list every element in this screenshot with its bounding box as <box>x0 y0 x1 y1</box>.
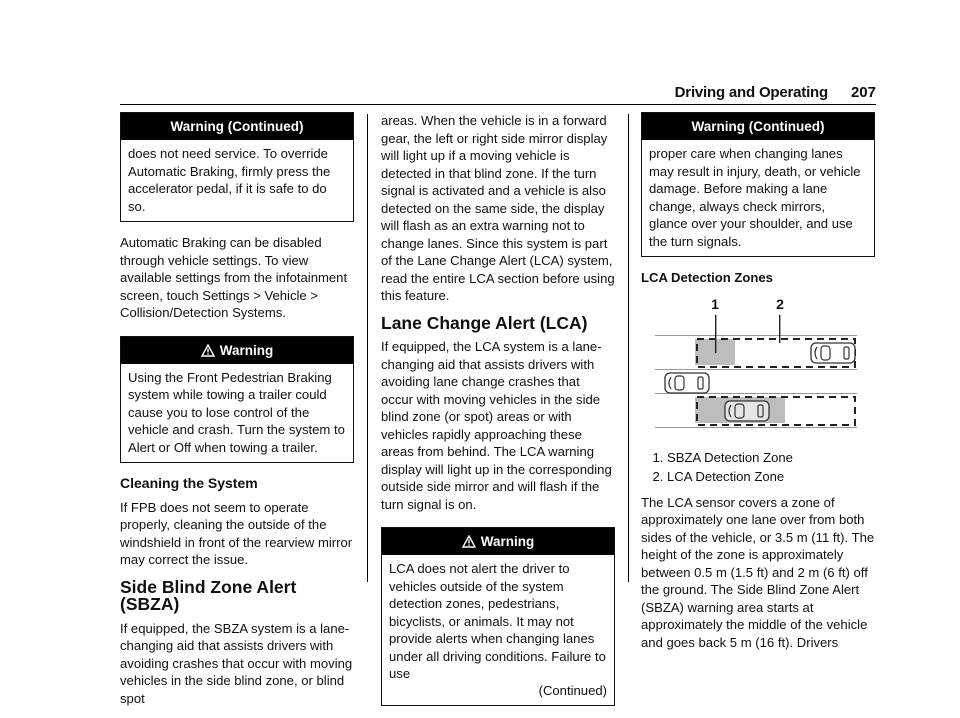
diagram-legend <box>641 449 875 486</box>
section-heading: Side Blind Zone Alert (SBZA) <box>120 576 297 614</box>
warning-box-text: does not need service. To override Automatic Braking, firmly press the accelerator pedal, if it is safe to do so. <box>128 146 331 214</box>
column-2 <box>381 112 615 718</box>
warning-box-title: Warning <box>480 534 535 549</box>
column-divider <box>367 114 368 582</box>
warning-triangle-icon <box>201 344 215 357</box>
lca-zones-illustration <box>641 293 875 443</box>
diagram-label-1: 1 <box>711 295 719 312</box>
page-number: 207 <box>850 84 876 101</box>
warning-box-body <box>382 555 614 705</box>
car-icon <box>665 373 709 393</box>
warning-box-continued <box>641 112 875 257</box>
paragraph: If equipped, the SBZA system is a lane-changing aid that assists drivers with avoiding crashes that occur with moving vehicles in the side blind zone, or blind spot <box>120 620 353 706</box>
paragraph: If FPB does not seem to operate properly, cleaning the outside of the windshield in front of the rearview mirror may correct the issue. <box>120 499 353 567</box>
section-title: Driving and Operating <box>674 84 828 101</box>
car-icon <box>725 401 769 421</box>
legend-item: 1. SBZA Detection Zone <box>667 449 875 467</box>
diagram-label-2: 2 <box>776 295 784 312</box>
warning-box-header <box>382 528 614 555</box>
warning-box-title: Warning (Continued) <box>642 113 874 140</box>
warning-box <box>120 336 354 464</box>
header-rule <box>120 104 876 105</box>
warning-box-continued <box>120 112 354 222</box>
legend-item: 2. LCA Detection Zone <box>667 468 875 486</box>
warning-box-text: proper care when changing lanes may result in injury, death, or vehicle damage. Before making a lane change, always check mirrors, glance over your shoulder, and use the turn signals. <box>649 146 861 249</box>
warning-box-text: LCA does not alert the driver to vehicles outside of the system detection zones, pedestrians, bicyclists, or animals. It may not provide alerts when changing lanes under all driving conditions. Failure to use <box>389 561 606 681</box>
warning-triangle-icon <box>462 535 476 548</box>
warning-box-header <box>121 337 353 364</box>
column-divider <box>628 114 629 582</box>
car-icon <box>811 343 855 363</box>
paragraph: The LCA sensor covers a zone of approximately one lane over from both sides of the vehicle, or 3.5 m (11 ft). The height of the zone is approximately between 0.5 m (1.5 ft) and 2 m (6 ft) off the ground. The Side Blind Zone Alert (SBZA) warning area starts at approximately the middle of the vehicle and goes back 5 m (16 ft). Drivers <box>641 494 875 650</box>
warning-box-title: Warning <box>219 342 274 358</box>
paragraph: If equipped, the LCA system is a lane-changing aid that assists drivers with avoiding lane change crashes that occur with moving vehicles in the side blind zone (or spot) areas or with vehicles rapidly approaching these areas from behind. The LCA warning display will light up in the corresponding outside side mirror and will flash if the turn signal is on. <box>381 339 612 512</box>
warning-box-text: Using the Front Pedestrian Braking system while towing a trailer could cause you to lose control of the vehicle and crash. Turn the system to Alert or Off when towing a trailer. <box>128 369 345 455</box>
section-heading: Cleaning the System <box>120 475 258 491</box>
column-3 <box>641 112 875 651</box>
page-header <box>120 84 876 104</box>
paragraph: Automatic Braking can be disabled through vehicle settings. To view available settings from the infotainment screen, touch Settings > Vehicle > Collision/Detection Systems. <box>120 235 348 320</box>
continued-label: (Continued) <box>538 682 607 698</box>
section-heading: Lane Change Alert (LCA) <box>381 312 588 333</box>
column-1 <box>120 112 354 707</box>
warning-box-title: Warning (Continued) <box>121 113 353 140</box>
paragraph: areas. When the vehicle is in a forward gear, the left or right side mirror display will light up if a moving vehicle is detected in that blind zone. If the turn signal is activated and a vehicle is also detected on the same side, the display will flash as an extra warning not to change lanes. Since this system is part of the Lane Change Alert (LCA) system, read the entire LCA section before using this feature. <box>381 113 615 303</box>
lca-detection-zones-diagram <box>641 293 875 443</box>
figure-caption: LCA Detection Zones <box>641 270 773 285</box>
warning-box <box>381 527 615 706</box>
